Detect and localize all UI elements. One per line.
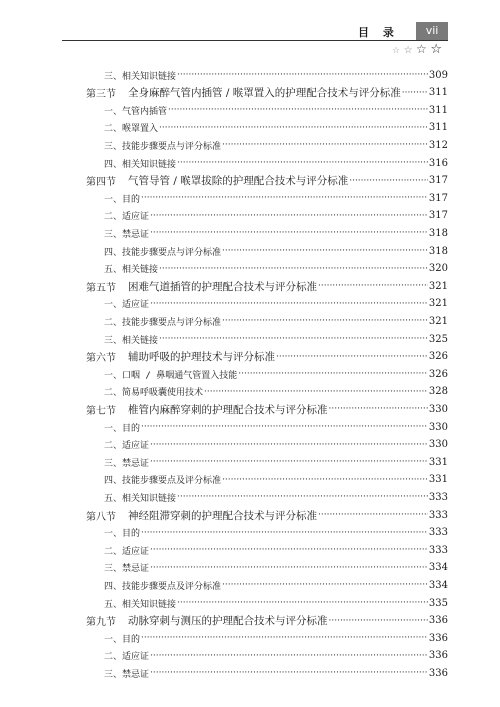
toc-entry-title: 五、相关链接 bbox=[104, 265, 159, 276]
header-title: 目 录 bbox=[358, 26, 399, 39]
toc-subsection-entry[interactable] bbox=[86, 136, 448, 154]
toc-entry-title: 二、技能步骤要点与评分标准 bbox=[104, 317, 222, 328]
toc-subsection-entry[interactable] bbox=[86, 224, 448, 242]
toc-page-number: 326 bbox=[428, 351, 448, 363]
toc-subsection-entry[interactable] bbox=[86, 664, 448, 682]
toc-subsection-entry[interactable] bbox=[86, 647, 448, 665]
toc-leader-dots bbox=[150, 211, 428, 221]
toc-page-number: 317 bbox=[428, 175, 448, 187]
toc-leader-dots bbox=[141, 528, 428, 538]
toc-entry-title: 三、禁忌证 bbox=[104, 564, 150, 575]
toc-entry-title: 二、简易呼吸囊使用技术 bbox=[104, 388, 204, 399]
toc-leader-dots bbox=[150, 651, 428, 661]
toc-section-number: 第七节 bbox=[86, 405, 116, 417]
toc-page-number: 333 bbox=[428, 544, 448, 556]
toc-entry-title: 一、气管内插管 bbox=[104, 106, 168, 117]
toc-entry-title: 四、相关知识链接 bbox=[104, 159, 177, 170]
toc-section-entry[interactable] bbox=[86, 400, 448, 418]
toc-entry-title: 一、目的 bbox=[104, 529, 141, 540]
toc-page-number: 330 bbox=[428, 421, 448, 433]
toc-subsection-entry[interactable] bbox=[86, 488, 448, 506]
toc-page-number: 317 bbox=[428, 210, 448, 222]
toc-leader-dots bbox=[150, 228, 428, 238]
toc-section-number: 第四节 bbox=[86, 177, 116, 189]
toc-section-entry[interactable] bbox=[86, 172, 448, 190]
toc-entry-title: 三、相关链接 bbox=[104, 335, 159, 346]
toc-subsection-entry[interactable] bbox=[86, 383, 448, 401]
toc-subsection-entry[interactable] bbox=[86, 66, 448, 84]
toc-entry-title: 三、禁忌证 bbox=[104, 669, 150, 680]
toc-entry-title: 四、技能步骤要点及评分标准 bbox=[104, 476, 222, 487]
toc-entry-title: 神经阻滞穿刺的护理配合技术与评分标准 bbox=[128, 509, 317, 522]
toc-page-number: 333 bbox=[428, 527, 448, 539]
toc-entry-title: 四、技能步骤要点与评分标准 bbox=[104, 247, 222, 258]
toc-leader-dots bbox=[159, 334, 428, 344]
toc-page-number: 330 bbox=[428, 403, 448, 415]
toc-page-number: 325 bbox=[428, 333, 448, 345]
toc-subsection-entry[interactable] bbox=[86, 453, 448, 471]
toc-page-number: 326 bbox=[428, 368, 448, 380]
toc-subsection-entry[interactable] bbox=[86, 365, 448, 383]
toc-leader-dots bbox=[159, 123, 428, 133]
toc-leader-dots bbox=[329, 404, 428, 414]
toc-entry-title: 二、适应证 bbox=[104, 652, 150, 663]
star-icon: ☆ bbox=[392, 46, 401, 56]
toc-entry-title: 全身麻醉气管内插管 / 喉罩置入的护理配合技术与评分标准 bbox=[128, 87, 401, 100]
toc-page-number: 321 bbox=[428, 298, 448, 310]
toc-section-entry[interactable] bbox=[86, 348, 448, 366]
header-rule bbox=[62, 40, 448, 41]
toc-page-number: 318 bbox=[428, 227, 448, 239]
toc-section-number: 第八节 bbox=[86, 511, 116, 523]
toc-page-number: 321 bbox=[428, 315, 448, 327]
toc-subsection-entry[interactable] bbox=[86, 330, 448, 348]
toc-page-number: 311 bbox=[428, 87, 448, 99]
toc-entry-title: 三、禁忌证 bbox=[104, 458, 150, 469]
toc-page-number: 311 bbox=[428, 122, 448, 134]
toc-subsection-entry[interactable] bbox=[86, 541, 448, 559]
toc-entry-title: 一、口咽 / 鼻咽通气管置入技能 bbox=[104, 370, 238, 381]
toc-leader-dots bbox=[141, 193, 428, 203]
toc-leader-dots bbox=[177, 70, 428, 80]
toc-leader-dots bbox=[222, 246, 428, 256]
toc-entry-title: 一、目的 bbox=[104, 634, 141, 645]
toc-leader-dots bbox=[150, 299, 428, 309]
toc-page-number: 333 bbox=[428, 491, 448, 503]
toc-page-number: 336 bbox=[428, 650, 448, 662]
toc-page-number: 334 bbox=[428, 579, 448, 591]
toc-page-number: 318 bbox=[428, 245, 448, 257]
toc-leader-dots bbox=[159, 264, 428, 274]
toc-subsection-entry[interactable] bbox=[86, 154, 448, 172]
toc-section-number: 第五节 bbox=[86, 282, 116, 294]
toc-page-number: 317 bbox=[428, 192, 448, 204]
toc-entry-title: 困难气道插管的护理配合技术与评分标准 bbox=[128, 280, 317, 293]
toc-leader-dots bbox=[141, 633, 428, 643]
toc-entry-title: 一、目的 bbox=[104, 194, 141, 205]
toc-leader-dots bbox=[168, 105, 428, 115]
toc-entry-title: 气管导管 / 喉罩拔除的护理配合技术与评分标准 bbox=[128, 175, 349, 188]
toc-entry-title: 三、技能步骤要点与评分标准 bbox=[104, 141, 222, 152]
toc-section-entry[interactable] bbox=[86, 506, 448, 524]
toc-subsection-entry[interactable] bbox=[86, 189, 448, 207]
toc-leader-dots bbox=[222, 475, 428, 485]
toc-leader-dots bbox=[150, 457, 428, 467]
toc-subsection-entry[interactable] bbox=[86, 524, 448, 542]
star-icon: ☆ bbox=[416, 42, 427, 56]
toc-subsection-entry[interactable] bbox=[86, 436, 448, 454]
toc-leader-dots bbox=[318, 510, 428, 520]
toc-leader-dots bbox=[150, 545, 428, 555]
toc-page-number: 335 bbox=[428, 597, 448, 609]
toc-page-number: 316 bbox=[428, 157, 448, 169]
toc-page-number: 334 bbox=[428, 562, 448, 574]
star-rating-decoration bbox=[392, 42, 442, 57]
header-page-number: vii bbox=[416, 22, 448, 40]
toc-section-number: 第九节 bbox=[86, 617, 116, 629]
toc-subsection-entry[interactable] bbox=[86, 594, 448, 612]
toc-entry-title: 三、禁忌证 bbox=[104, 229, 150, 240]
toc-section-entry[interactable] bbox=[86, 277, 448, 295]
toc-leader-dots bbox=[150, 563, 428, 573]
toc-entry-title: 二、适应证 bbox=[104, 441, 150, 452]
toc-page-number: 330 bbox=[428, 439, 448, 451]
toc-subsection-entry[interactable] bbox=[86, 559, 448, 577]
toc-leader-dots bbox=[150, 668, 428, 678]
toc-section-entry[interactable] bbox=[86, 84, 448, 102]
toc-entry-title: 二、适应证 bbox=[104, 212, 150, 223]
toc-page-number: 311 bbox=[428, 104, 448, 116]
toc-subsection-entry[interactable] bbox=[86, 207, 448, 225]
toc-section-number: 第六节 bbox=[86, 353, 116, 365]
toc-subsection-entry[interactable] bbox=[86, 101, 448, 119]
toc-page-number: 333 bbox=[428, 509, 448, 521]
toc-leader-dots bbox=[222, 580, 428, 590]
toc-leader-dots bbox=[276, 352, 428, 362]
toc-page-number: 320 bbox=[428, 263, 448, 275]
toc-page-number: 328 bbox=[428, 386, 448, 398]
star-icon: ☆ bbox=[430, 42, 442, 57]
toc-subsection-entry[interactable] bbox=[86, 260, 448, 278]
toc-leader-dots bbox=[177, 158, 428, 168]
toc-leader-dots bbox=[150, 440, 428, 450]
toc-entry-title: 动脉穿刺与测压的护理配合技术与评分标准 bbox=[128, 615, 328, 628]
toc-leader-dots bbox=[222, 316, 428, 326]
toc-subsection-entry[interactable] bbox=[86, 119, 448, 137]
toc-page-number: 336 bbox=[428, 667, 448, 679]
toc-page-number: 336 bbox=[428, 615, 448, 627]
toc-entry-title: 四、技能步骤要点及评分标准 bbox=[104, 581, 222, 592]
toc-page-number: 309 bbox=[428, 69, 448, 81]
toc-leader-dots bbox=[238, 369, 428, 379]
toc-subsection-entry[interactable] bbox=[86, 576, 448, 594]
toc-leader-dots bbox=[204, 387, 428, 397]
toc-entry-title: 一、适应证 bbox=[104, 300, 150, 311]
toc-entry-title: 一、目的 bbox=[104, 423, 141, 434]
toc-entry-title: 五、相关知识链接 bbox=[104, 599, 177, 610]
toc-subsection-entry[interactable] bbox=[86, 295, 448, 313]
toc-entry-title: 三、相关知识链接 bbox=[104, 71, 177, 82]
toc-entry-title: 二、适应证 bbox=[104, 546, 150, 557]
toc-leader-dots bbox=[177, 598, 428, 608]
page-header bbox=[0, 0, 500, 60]
toc-section-number: 第三节 bbox=[86, 89, 116, 101]
toc-entry-title: 二、喉罩置入 bbox=[104, 124, 159, 135]
toc-page-number: 331 bbox=[428, 456, 448, 468]
toc-leader-dots bbox=[141, 422, 428, 432]
toc-leader-dots bbox=[402, 88, 428, 98]
toc-page-number: 321 bbox=[428, 280, 448, 292]
toc-leader-dots bbox=[318, 281, 428, 291]
toc-entry-title: 椎管内麻醉穿刺的护理配合技术与评分标准 bbox=[128, 403, 328, 416]
toc-subsection-entry[interactable] bbox=[86, 471, 448, 489]
star-icon: ☆ bbox=[403, 45, 413, 56]
toc-section-entry[interactable] bbox=[86, 612, 448, 630]
toc-leader-dots bbox=[222, 140, 428, 150]
toc-leader-dots bbox=[349, 176, 428, 186]
toc-leader-dots bbox=[329, 616, 428, 626]
toc-subsection-entry[interactable] bbox=[86, 242, 448, 260]
toc-entry-title: 辅助呼吸的护理技术与评分标准 bbox=[128, 351, 275, 364]
toc-page-number: 336 bbox=[428, 632, 448, 644]
toc-page-number: 312 bbox=[428, 139, 448, 151]
toc-leader-dots bbox=[177, 492, 428, 502]
toc-page-number: 331 bbox=[428, 474, 448, 486]
toc-entry-title: 五、相关知识链接 bbox=[104, 493, 177, 504]
toc-subsection-entry[interactable] bbox=[86, 312, 448, 330]
toc-subsection-entry[interactable] bbox=[86, 418, 448, 436]
toc-subsection-entry[interactable] bbox=[86, 629, 448, 647]
